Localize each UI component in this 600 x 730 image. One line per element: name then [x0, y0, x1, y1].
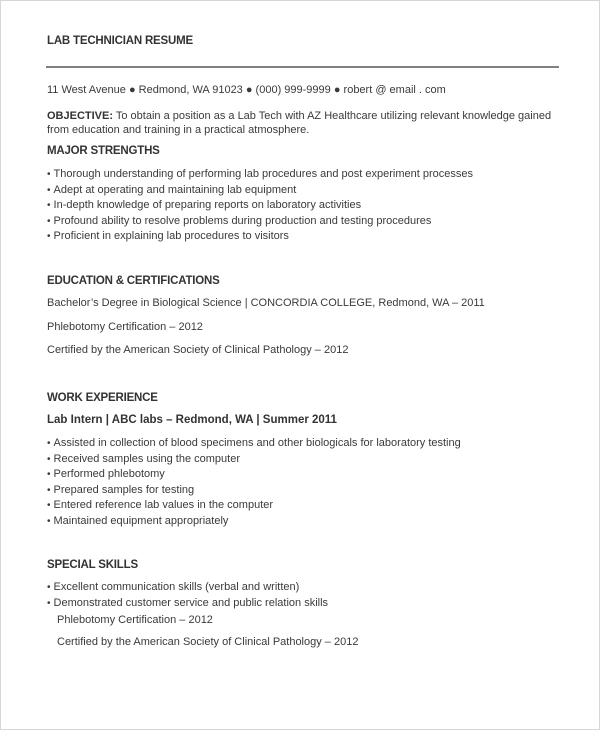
objective-label: OBJECTIVE:: [47, 110, 114, 122]
list-item: • Profound ability to resolve problems during production and testing procedures: [47, 214, 473, 230]
work-list: [47, 436, 461, 529]
strengths-list: [47, 167, 473, 245]
job-title: Lab Intern | ABC labs – Redmond, WA | Summer 2011: [47, 414, 337, 426]
list-item: • In-depth knowledge of preparing reports on laboratory activities: [47, 198, 473, 214]
education-heading: EDUCATION & CERTIFICATIONS: [47, 275, 220, 287]
list-item: • Performed phlebotomy: [47, 467, 461, 483]
list-item: • Excellent communication skills (verbal and written): [47, 580, 328, 596]
skills-list: [47, 580, 328, 611]
list-item: • Thorough understanding of performing lab procedures and post experiment processes: [47, 167, 473, 183]
strengths-heading: MAJOR STRENGTHS: [47, 145, 160, 157]
list-item: • Assisted in collection of blood specimens and other biologicals for laboratory testing: [47, 436, 461, 452]
list-item: • Received samples using the computer: [47, 452, 461, 468]
list-item: • Proficient in explaining lab procedures to visitors: [47, 229, 473, 245]
work-heading: WORK EXPERIENCE: [47, 392, 158, 404]
skills-cert-2: Certified by the American Society of Clinical Pathology – 2012: [57, 636, 359, 648]
list-item: • Entered reference lab values in the computer: [47, 498, 461, 514]
education-cert-2: Certified by the American Society of Clinical Pathology – 2012: [47, 344, 349, 356]
education-cert-1: Phlebotomy Certification – 2012: [47, 321, 203, 333]
list-item: • Demonstrated customer service and public relation skills: [47, 596, 328, 612]
list-item: • Adept at operating and maintaining lab equipment: [47, 183, 473, 199]
education-degree: Bachelor’s Degree in Biological Science | CONCORDIA COLLEGE, Redmond, WA – 2011: [47, 297, 485, 309]
list-item: • Maintained equipment appropriately: [47, 514, 461, 530]
skills-heading: SPECIAL SKILLS: [47, 559, 138, 571]
title-divider: [46, 66, 559, 68]
objective-text: To obtain a position as a Lab Tech with AZ Healthcare utilizing relevant knowledge gained: [113, 110, 552, 122]
objective-line-1: [47, 109, 551, 123]
objective-line-2: from education and training in a practical atmosphere.: [47, 124, 310, 136]
resume-title: LAB TECHNICIAN RESUME: [47, 35, 193, 47]
list-item: • Prepared samples for testing: [47, 483, 461, 499]
skills-cert-1: Phlebotomy Certification – 2012: [57, 614, 213, 626]
contact-line: 11 West Avenue ● Redmond, WA 91023 ● (000) 999-9999 ● robert @ email . com: [47, 84, 446, 96]
